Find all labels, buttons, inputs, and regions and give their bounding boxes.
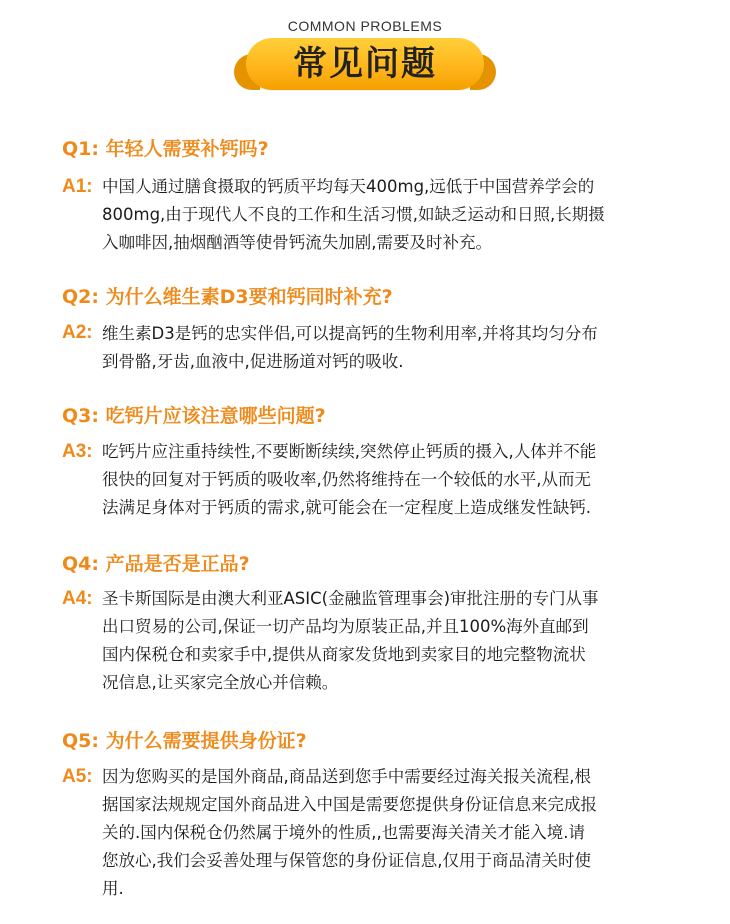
page-header xyxy=(0,0,730,100)
answer-line: 中国人通过膳食摄取的钙质平均每天400mg,远低于中国营养学会的 xyxy=(102,177,595,196)
answer-line: 圣卡斯国际是由澳大利亚ASIC(金融监管理事会)审批注册的专门从事 xyxy=(102,589,599,608)
faq-question: Q3: 吃钙片应该注意哪些问题? xyxy=(62,405,326,427)
faq-question: Q2: 为什么维生素D3要和钙同时补充? xyxy=(62,286,393,308)
answer-line: 因为您购买的是国外商品,商品送到您手中需要经过海关报关流程,根 xyxy=(102,767,591,786)
answer-line: 关的.国内保税仓仍然属于境外的性质,,也需要海关清关才能入境.请 xyxy=(102,823,585,842)
faq-question: Q5: 为什么需要提供身份证? xyxy=(62,730,307,752)
answer-line: 很快的回复对于钙质的吸收率,仍然将维持在一个较低的水平,从而无 xyxy=(102,470,591,489)
answer-line: 维生素D3是钙的忠实伴侣,可以提高钙的生物利用率,并将其均匀分布 xyxy=(102,324,598,343)
answer-line: 到骨骼,牙齿,血液中,促进肠道对钙的吸收. xyxy=(102,352,404,371)
faq-answer xyxy=(102,173,680,257)
faq-answer-label: A5: xyxy=(62,766,93,787)
answer-line: 入咖啡因,抽烟酗酒等使骨钙流失加剧,需要及时补充。 xyxy=(102,233,492,252)
answer-line: 况信息,让买家完全放心并信赖。 xyxy=(102,673,339,692)
faq-answer xyxy=(102,763,680,903)
faq-question: Q4: 产品是否是正品? xyxy=(62,553,250,575)
answer-line: 您放心,我们会妥善处理与保管您的身份证信息,仅用于商品清关时使 xyxy=(102,851,591,870)
faq-answer-label: A3: xyxy=(62,441,93,462)
answer-line: 国内保税仓和卖家手中,提供从商家发货地到卖家目的地完整物流状 xyxy=(102,645,586,664)
header-subtitle: COMMON PROBLEMS xyxy=(287,18,443,34)
faq-question: Q1: 年轻人需要补钙吗? xyxy=(62,138,269,160)
faq-answer xyxy=(102,585,680,697)
answer-line: 用. xyxy=(102,879,124,898)
faq-answer-label: A2: xyxy=(62,322,93,343)
answer-line: 800mg,由于现代人不良的工作和生活习惯,如缺乏运动和日照,长期摄 xyxy=(102,205,605,224)
faq-answer-label: A4: xyxy=(62,588,93,609)
answer-line: 吃钙片应注重持续性,不要断断续续,突然停止钙质的摄入,人体并不能 xyxy=(102,442,597,461)
faq-answer xyxy=(102,320,680,376)
answer-line: 据国家法规规定国外商品进入中国是需要您提供身份证信息来完成报 xyxy=(102,795,597,814)
page-title: 常见问题 xyxy=(293,44,437,84)
answer-line: 出口贸易的公司,保证一切产品均为原装正品,并且100%海外直邮到 xyxy=(102,617,589,636)
faq-answer xyxy=(102,438,680,522)
faq-answer-label: A1: xyxy=(62,176,93,197)
answer-line: 法满足身体对于钙质的需求,就可能会在一定程度上造成继发性缺钙. xyxy=(102,498,591,517)
